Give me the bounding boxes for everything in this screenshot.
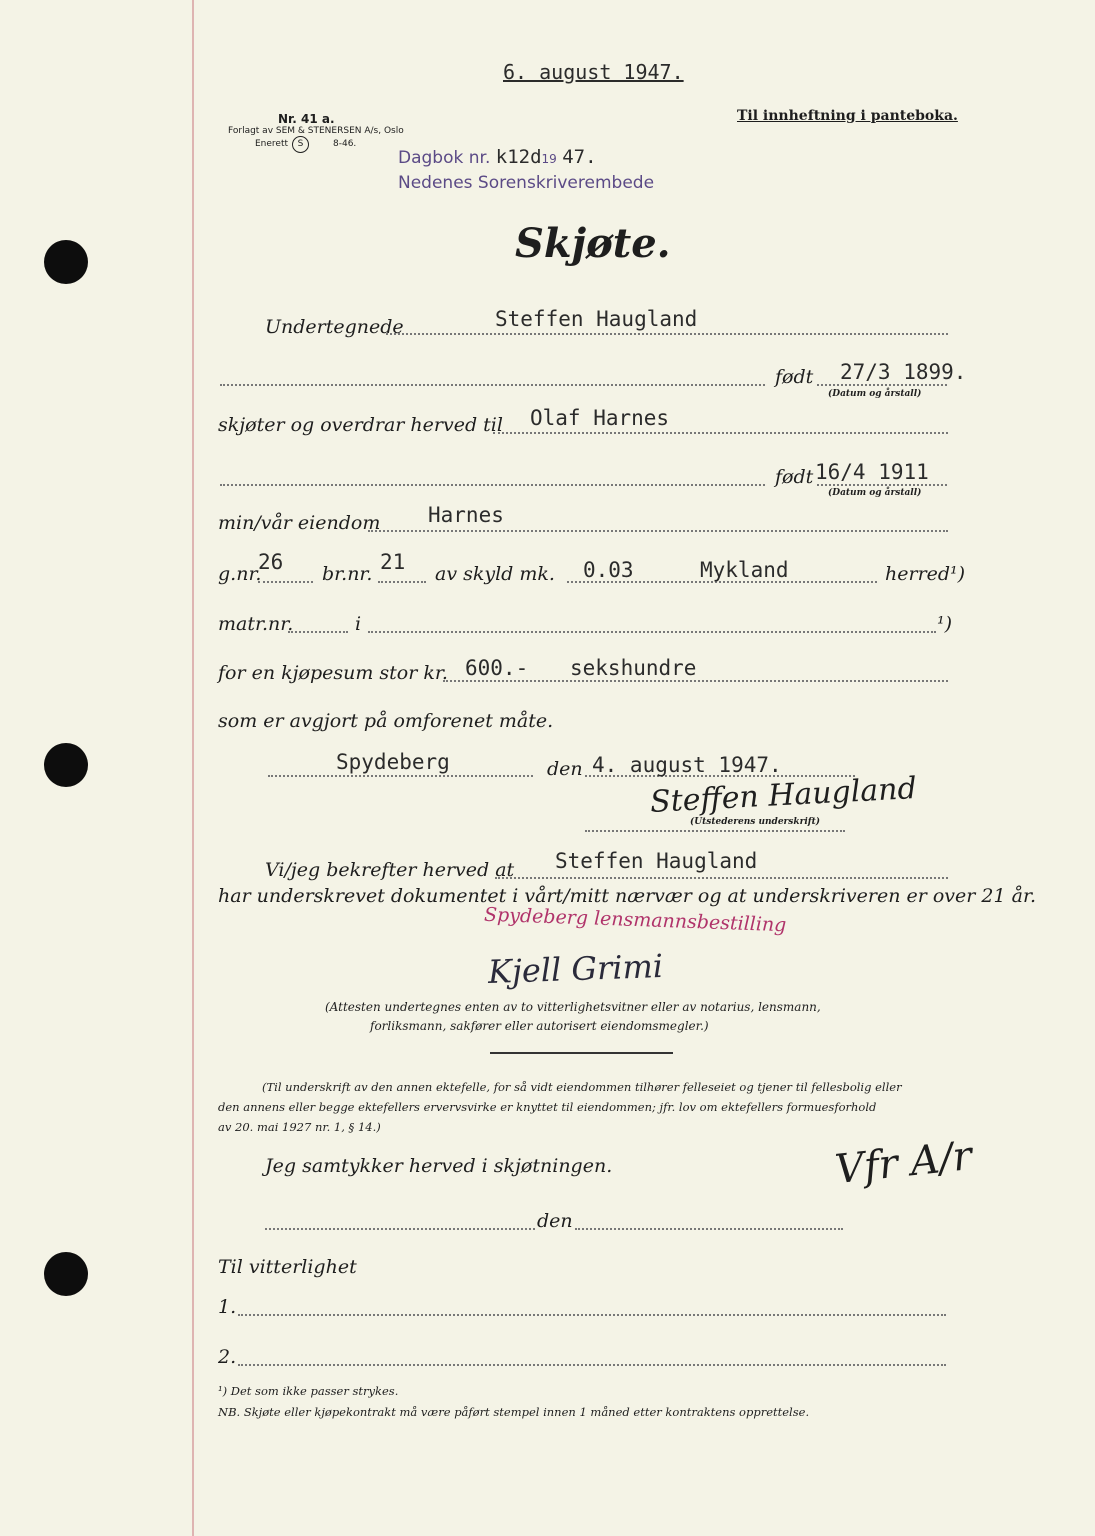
filing-note: Til innheftning i panteboka.	[737, 108, 958, 124]
footnote-nb: NB. Skjøte eller kjøpekontrakt må være påført stempel innen 1 måned etter kontraktens opprettelse.	[218, 1405, 810, 1419]
i-label: i	[355, 613, 362, 635]
blank-line-2	[220, 484, 765, 486]
dagbok-value: k12d	[495, 146, 542, 168]
date-value: 4. august 1947.	[592, 753, 782, 777]
binder-hole-bottom	[44, 1252, 88, 1296]
brnr-label: br.nr.	[322, 563, 373, 585]
gnr-label: g.nr.	[218, 563, 262, 585]
witness-one-label: 1.	[218, 1296, 237, 1318]
attest-line-1: (Attesten undertegnes enten av to vitterlighetsvitner eller av notarius, lensmann,	[325, 1000, 821, 1014]
blank-line-1	[220, 384, 765, 386]
gnr-line	[258, 581, 313, 583]
witness-one-line	[238, 1314, 946, 1316]
fodt-line-1	[817, 384, 947, 386]
skjoter-line	[493, 432, 948, 434]
consent-text: Jeg samtykker herved i skjøtningen.	[265, 1155, 613, 1177]
herred-value: Mykland	[700, 558, 789, 582]
binder-hole-top	[44, 240, 88, 284]
header-date: 6. august 1947.	[503, 60, 684, 84]
divider	[490, 1052, 673, 1054]
skyld-label: av skyld mk.	[435, 563, 555, 585]
place-value: Spydeberg	[336, 750, 450, 774]
skjoter-label: skjøter og overdrar herved til	[218, 414, 503, 436]
gnr-value: 26	[258, 550, 284, 574]
footnote-1: ¹) Det som ikke passer strykes.	[218, 1384, 399, 1398]
dagbok-year: 47.	[562, 146, 597, 168]
undertegnede-label: Undertegnede	[265, 316, 404, 338]
avgjort-text: som er avgjort på omforenet måte.	[218, 710, 554, 732]
document-title: Skjøte.	[515, 220, 671, 267]
fodt-label-1: født	[775, 366, 814, 388]
fodt-line-2	[817, 484, 947, 486]
i-line	[368, 631, 936, 633]
signature: Steffen Haugland	[649, 771, 918, 820]
bekrefter-line	[495, 877, 948, 879]
kjopesum-label: for en kjøpesum stor kr.	[218, 662, 448, 684]
brnr-value: 21	[380, 550, 406, 574]
form-number: Nr. 41 a.	[278, 112, 335, 126]
eiendom-label: min/vår eiendom	[218, 512, 381, 534]
dagbok-label: Dagbok nr.	[398, 148, 491, 168]
consent-initials: Vfr A/r	[832, 1132, 975, 1194]
spouse-note-1: (Til underskrift av den annen ektefelle, for så vidt eiendommen tilhører felleseiet og tjener til fellesbolig eller	[262, 1080, 902, 1094]
consent-place-line	[265, 1228, 535, 1230]
place-line	[268, 775, 533, 777]
witness-heading: Til vitterlighet	[218, 1256, 357, 1278]
eiendom-value: Harnes	[428, 503, 504, 527]
herred-label: herred¹)	[885, 563, 966, 585]
attest-line-2: forliksmann, sakfører eller autorisert eiendomsmegler.)	[370, 1019, 709, 1033]
undertegnede-value: Steffen Haugland	[495, 307, 698, 331]
publisher-logo-icon: S	[292, 136, 309, 153]
skyld-value: 0.03	[583, 558, 634, 582]
bekrefter-label: Vi/jeg bekrefter herved at	[265, 859, 515, 881]
office-stamp: Nedenes Sorenskriverembede	[398, 173, 655, 193]
kjopesum-value: 600.-	[465, 656, 529, 680]
fodt-label-2: født	[775, 466, 814, 488]
underskrevet-text: har underskrevet dokumentet i vårt/mitt nærvær og at underskriveren er over 21 år.	[218, 885, 1036, 907]
den-label: den	[547, 758, 583, 780]
signer-caption: (Utstederens underskrift)	[690, 817, 821, 827]
dagbok-year-prefix: 19	[541, 152, 557, 166]
publisher-code: 8-46.	[333, 139, 357, 149]
margin-line	[192, 0, 194, 1536]
witness-two-line	[238, 1364, 946, 1366]
binder-hole-middle	[44, 743, 88, 787]
til-value: Olaf Harnes	[530, 406, 670, 430]
fodt-value-1: 27/3 1899.	[840, 360, 967, 384]
consent-den-label: den	[537, 1210, 573, 1232]
datum-caption-2: (Datum og årstall)	[828, 488, 922, 498]
publisher-line: Forlagt av SEM & STENERSEN A/s, Oslo	[228, 126, 404, 136]
witness-two-label: 2.	[218, 1346, 237, 1368]
lensmann-stamp: Spydeberg lensmannsbestilling	[483, 903, 787, 937]
spouse-note-3: av 20. mai 1927 nr. 1, § 14.)	[218, 1120, 381, 1134]
spouse-note-2: den annens eller begge ektefellers ervervsvirke er knyttet til eiendommen; jfr. lov om ektefellers formuesforhold	[218, 1100, 877, 1114]
kjopesum-words: sekshundre	[570, 656, 697, 680]
bekrefter-value: Steffen Haugland	[555, 849, 758, 873]
witness-signature: Kjell Grimi	[487, 946, 664, 992]
consent-date-line	[575, 1228, 843, 1230]
matr-line	[288, 631, 348, 633]
matr-end: ¹)	[937, 613, 953, 635]
datum-caption-1: (Datum og årstall)	[828, 389, 922, 399]
dagbok-stamp	[398, 146, 597, 168]
undertegnede-line	[386, 333, 948, 335]
publisher-enerett: Enerett	[255, 139, 289, 149]
brnr-line	[378, 581, 426, 583]
eiendom-line	[368, 530, 948, 532]
signature-line	[585, 830, 845, 832]
matr-label: matr.nr.	[218, 613, 294, 635]
fodt-value-2: 16/4 1911	[815, 460, 929, 484]
kjopesum-line	[443, 680, 948, 682]
